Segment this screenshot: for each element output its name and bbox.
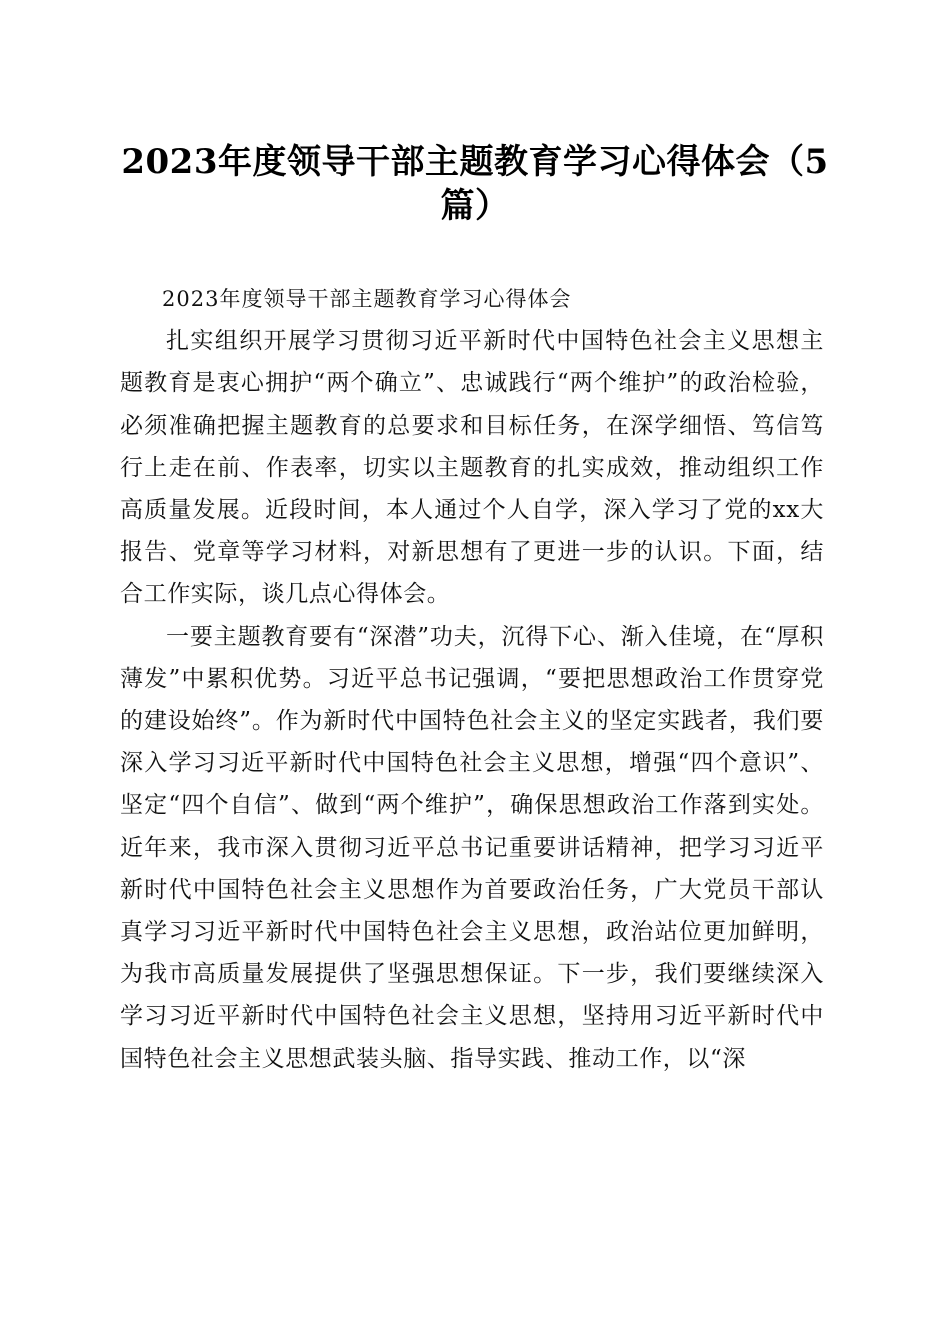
document-title: 2023年度领导干部主题教育学习心得体会（5篇） bbox=[121, 142, 829, 226]
paragraph-point-one: 一要主题教育要有“深潜”功夫，沉得下心、渐入佳境，在“厚积薄发”中累积优势。习近平总书记强调，“要把思想政治工作贯穿党的建设始终”。作为新时代中国特色社会主义的坚定实践者，我们要深入学习习近平新时代中国特色社会主义思想，增强“四个意识”、坚定“四个自信”、做到“两个维护”，确保思想政治工作落到实处。近年来，我市深入贯彻习近平总书记重要讲话精神，把学习习近平新时代中国特色社会主义思想作为首要政治任务，广大党员干部认真学习习近平新时代中国特色社会主义思想，政治站位更加鲜明，为我市高质量发展提供了坚强思想保证。下一步，我们要继续深入学习习近平新时代中国特色社会主义思想，坚持用习近平新时代中国特色社会主义思想武装头脑、指导实践、推动工作，以“深 bbox=[120, 623, 824, 1072]
paragraph-intro: 扎实组织开展学习贯彻习近平新时代中国特色社会主义思想主题教育是衷心拥护“两个确立”、忠诚践行“两个维护”的政治检验，必须准确把握主题教育的总要求和目标任务，在深学细悟、笃信笃行上走在前、作表率，切实以主题教育的扎实成效，推动组织工作高质量发展。近段时间，本人通过个人自学，深入学习了党的xx大报告、党章等学习材料，对新思想有了更进一步的认识。下面，结合工作实际，谈几点心得体会。 bbox=[120, 328, 824, 608]
article-subtitle: 2023年度领导干部主题教育学习心得体会 bbox=[162, 287, 572, 311]
document-body bbox=[120, 278, 824, 1080]
